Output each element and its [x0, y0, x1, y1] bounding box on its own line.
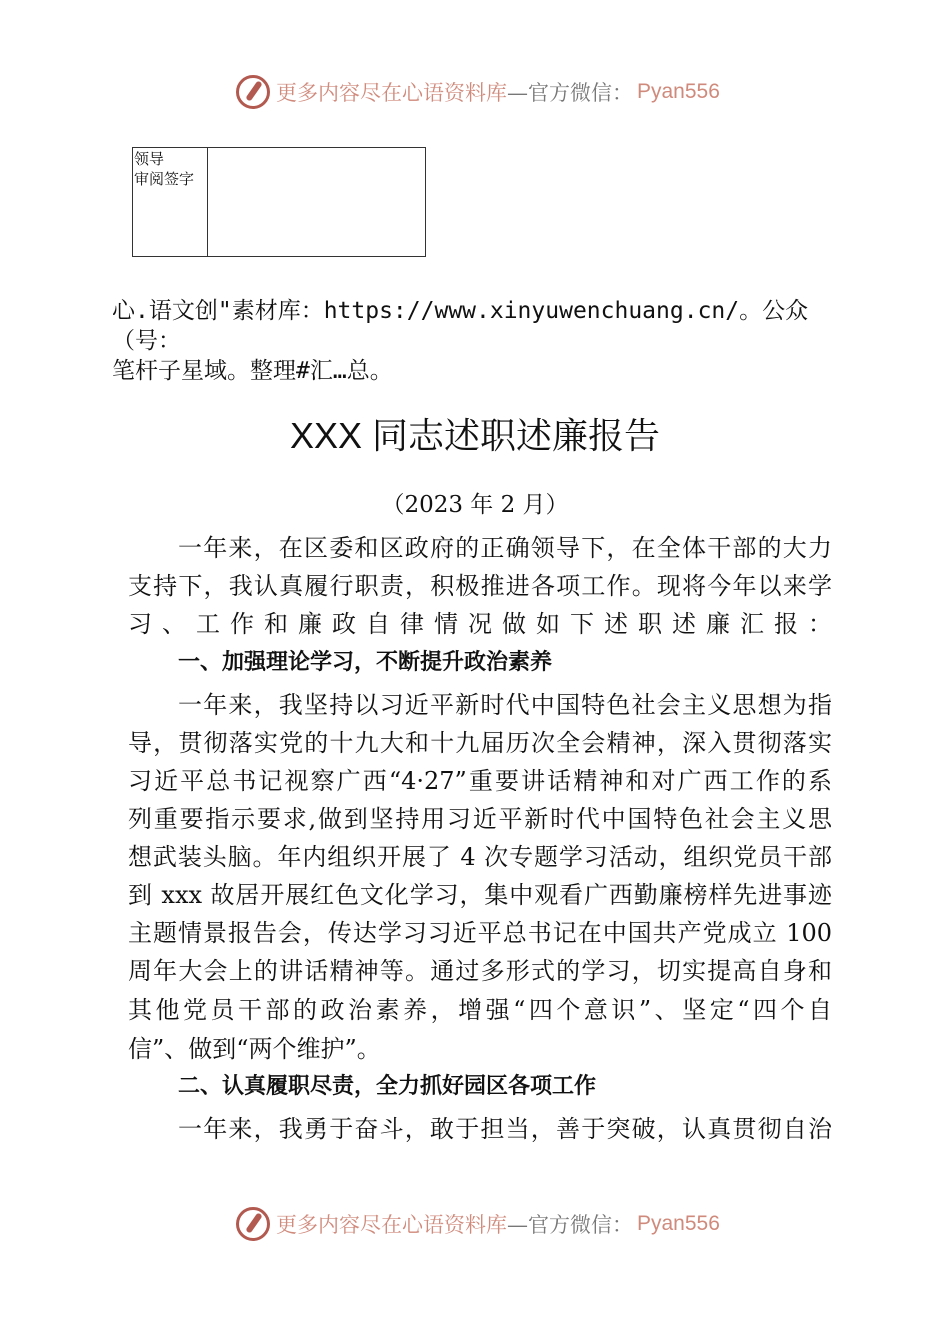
page-title: XXX 同志述职述廉报告: [289, 415, 661, 456]
source-note-line: 笔杆子星域。整理#汇…总。: [112, 358, 393, 384]
body-line: 到 xxx 故居开展红色文化学习，集中观看广西勤廉榜样先进事迹: [128, 881, 832, 909]
body-line: 一年来，在区委和区政府的正确领导下，在全体干部的大力: [178, 534, 832, 562]
body-line: 其他党员干部的政治素养，增强“四个意识”、坚定“四个自: [128, 996, 832, 1024]
watermark-account: Pyan556: [637, 80, 720, 103]
report-date: （2023 年 2 月）: [381, 492, 569, 518]
source-note: [112, 296, 872, 386]
pen-logo-icon: [236, 1207, 270, 1241]
pen-logo-icon: [236, 75, 270, 109]
watermark-footer: [236, 1204, 726, 1244]
body-line: 习近平总书记视察广西“4·27”重要讲话精神和对广西工作的系: [128, 767, 832, 795]
body-line: 主题情景报告会，传达学习习近平总书记在中国共产党成立 100: [128, 919, 832, 947]
body-line: 一年来，我勇于奋斗，敢于担当，善于突破，认真贯彻自治: [178, 1115, 832, 1143]
body-line: 习、工作和廉政自律情况做如下述职述廉汇报：: [128, 610, 832, 638]
signature-label-line: 领导: [134, 150, 165, 168]
section-heading: 二、认真履职尽责，全力抓好园区各项工作: [178, 1074, 597, 1099]
body-line: 周年大会上的讲话精神等。通过多形式的学习，切实提高自身和: [128, 957, 832, 985]
signature-label: [133, 148, 208, 256]
source-note-line: 心.语文创"素材库：https://www.xinyuwenchuang.cn/。公众（号：: [112, 298, 809, 354]
watermark-header: [236, 72, 726, 112]
section-heading: 一、加强理论学习，不断提升政治素养: [178, 650, 553, 675]
body-line: 一年来，我坚持以习近平新时代中国特色社会主义思想为指: [178, 691, 832, 719]
body-line: 列重要指示要求,做到坚持用习近平新时代中国特色社会主义思: [128, 805, 832, 833]
signature-box: [132, 147, 426, 257]
watermark-label: —官方微信：: [507, 81, 633, 105]
signature-label-line: 审阅签字: [134, 170, 195, 188]
watermark-text: 更多内容尽在心语资料库: [276, 1213, 507, 1237]
watermark-text: 更多内容尽在心语资料库: [276, 81, 507, 105]
body-line: 想武装头脑。年内组织开展了 4 次专题学习活动，组织党员干部: [128, 843, 832, 871]
body-line: 支持下，我认真履行职责，积极推进各项工作。现将今年以来学: [128, 572, 832, 600]
body-line: 导，贯彻落实党的十九大和十九届历次全会精神，深入贯彻落实: [128, 729, 832, 757]
watermark-label: —官方微信：: [507, 1213, 633, 1237]
watermark-account: Pyan556: [637, 1212, 720, 1235]
body-line: 信”、做到“两个维护”。: [128, 1035, 381, 1063]
